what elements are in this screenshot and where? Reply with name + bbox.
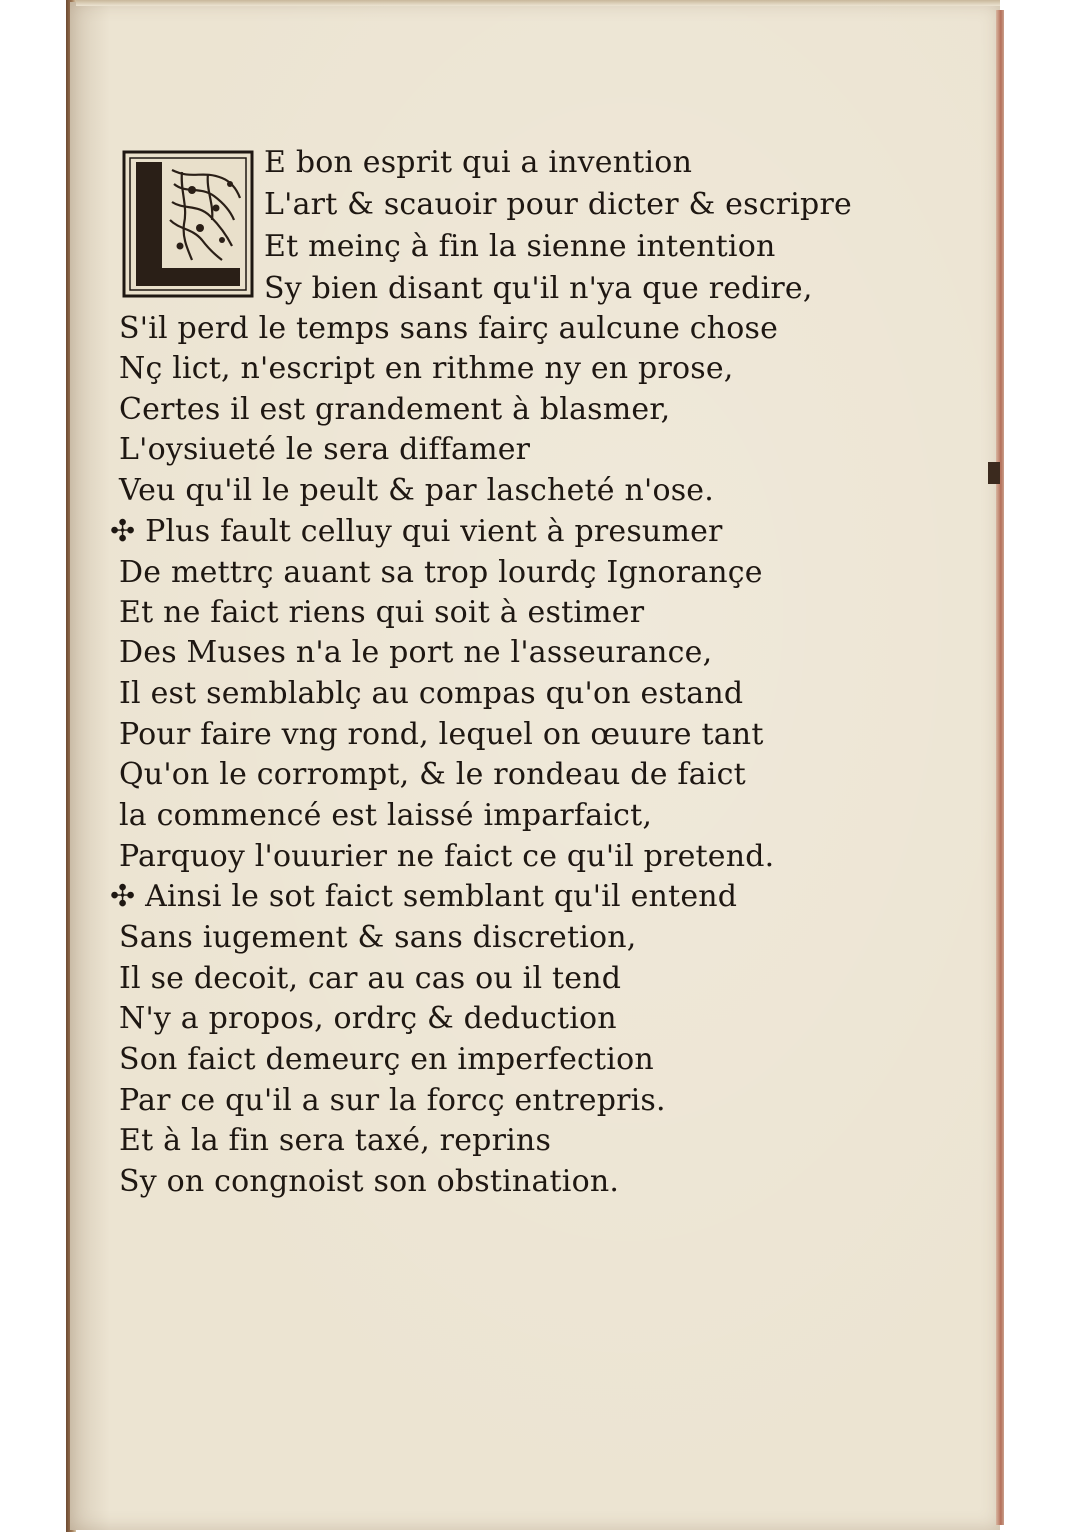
page-right-edge	[996, 10, 1004, 1525]
poem-line: Des Muses n'a le port ne l'asseurance,	[119, 635, 713, 670]
poem-line: Qu'on le corrompt, & le rondeau de faict	[119, 757, 746, 792]
poem-line: ✣ Ainsi le sot faict semblant qu'il entend	[110, 879, 738, 914]
page-tab-mark	[988, 462, 1000, 484]
poem-line: Sy on congnoist son obstination.	[119, 1164, 620, 1199]
poem-line: Et meinç à fin la sienne intention	[264, 229, 776, 264]
decorated-initial-letter	[122, 150, 254, 298]
poem-line: Il se decoit, car au cas ou il tend	[119, 961, 622, 996]
poem-line: Nç lict, n'escript en rithme ny en prose,	[119, 351, 734, 386]
poem-line: Sy bien disant qu'il n'ya que redire,	[264, 271, 813, 306]
poem-line: Il est semblablç au compas qu'on estand	[119, 676, 744, 711]
poem-line: Sans iugement & sans discretion,	[119, 920, 637, 955]
poem-line: Son faict demeurç en imperfection	[119, 1042, 654, 1077]
poem-line: Par ce qu'il a sur la forcç entrepris.	[119, 1083, 666, 1118]
poem-line: Parquoy l'ouurier ne faict ce qu'il pretend.	[119, 839, 775, 874]
poem-line: De mettrç auant sa trop lourdç Ignorançe	[119, 555, 763, 590]
poem-line: Pour faire vng rond, lequel on œuure tant	[119, 717, 764, 752]
page-top-edge	[76, 0, 1000, 6]
poem-line: E bon esprit qui a invention	[264, 145, 693, 180]
poem-line: L'art & scauoir pour dicter & escripre	[264, 187, 852, 222]
poem-line: L'oysiueté le sera diffamer	[119, 432, 531, 467]
poem-line: la commencé est laissé imparfaict,	[119, 798, 653, 833]
poem-line: Veu qu'il le peult & par lascheté n'ose.	[119, 473, 714, 508]
poem-line: N'y a propos, ordrç & deduction	[119, 1001, 617, 1036]
poem-line: S'il perd le temps sans fairç aulcune chose	[119, 311, 779, 346]
poem-line: ✣ Plus fault celluy qui vient à presumer	[110, 514, 723, 549]
poem-line: Certes il est grandement à blasmer,	[119, 392, 671, 427]
poem-line: Et à la fin sera taxé, reprins	[119, 1123, 552, 1158]
poem-line: Et ne faict riens qui soit à estimer	[119, 595, 645, 630]
